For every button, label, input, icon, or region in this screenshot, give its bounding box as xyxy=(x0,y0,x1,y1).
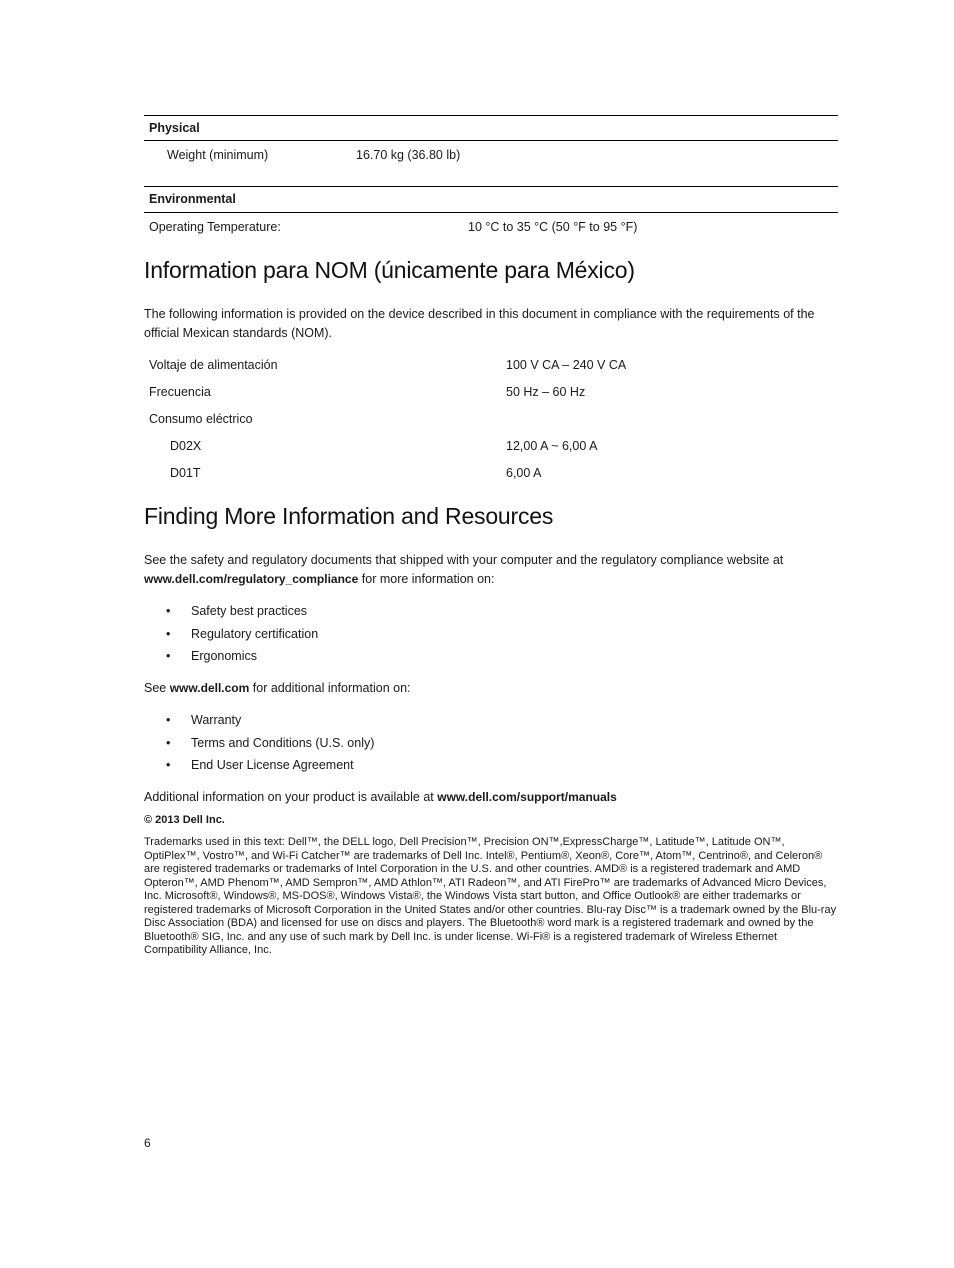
trademarks-notice: Trademarks used in this text: Dell™, the DELL logo, Dell Precision™, Precision ON™,ExpressCharge™, Latitude™, Latitude ON™, OptiPlex™, Vostro™, and Wi-Fi Catcher™ are trademarks of Dell Inc. Intel®, Pentium®, Xeon®, Core™, Atom™, Centrino®, and Celeron® are registered trademarks or trademarks of Intel Corporation in the U.S. and other countries. AMD® is a registered trademark and AMD Opteron™, AMD Phenom™, AMD Sempron™, AMD Athlon™, ATI Radeon™, and ATI FirePro™ are trademarks of Advanced Micro Devices, Inc. Microsoft®, Windows®, MS-DOS®, Windows Vista®, the Windows Vista start button, and Office Outlook® are either trademarks or registered trademarks of Microsoft Corporation in the United States and/or other countries. Blu-ray Disc™ is a trademark owned by the Blu-ray Disc Association (BDA) and licensed for use on discs and players. The Bluetooth® word mark is a registered trademark and owned by the Bluetooth® SIG, Inc. and any use of such mark by Dell Inc. is under license. Wi-Fi® is a registered trademark of Wireless Ethernet Compatibility Alliance, Inc. xyxy=(144,836,837,956)
nom-row-consumption xyxy=(144,410,838,428)
nom-voltage-value: 100 V CA – 240 V CA xyxy=(506,358,627,372)
bullet-icon: • xyxy=(166,735,171,750)
bullet-icon: • xyxy=(166,758,171,772)
resources-intro-post: for more information on: xyxy=(358,572,495,586)
nom-d01t-value: 6,00 A xyxy=(506,466,542,480)
environmental-temp-row xyxy=(144,218,838,236)
nom-consumption-label: Consumo eléctrico xyxy=(149,412,253,426)
physical-header-rule xyxy=(144,140,838,141)
resources-intro xyxy=(144,551,838,589)
physical-header: Physical xyxy=(149,121,200,135)
list-item xyxy=(144,600,318,623)
regulatory-topics-list xyxy=(144,600,318,668)
list-item-label: End User License Agreement xyxy=(191,758,354,772)
list-item-label: Ergonomics xyxy=(191,649,257,663)
resources-heading: Finding More Information and Resources xyxy=(144,503,554,529)
copyright-notice: © 2013 Dell Inc. xyxy=(144,814,225,826)
nom-frequency-value: 50 Hz – 60 Hz xyxy=(506,385,586,399)
see-dell-post: for additional information on: xyxy=(249,681,411,695)
table-top-rule xyxy=(144,115,838,116)
support-manuals-link[interactable]: www.dell.com/support/manuals xyxy=(437,790,617,804)
list-item-label: Warranty xyxy=(191,713,242,727)
environmental-header: Environmental xyxy=(149,192,236,206)
additional-info-text: Additional information on your product is available at xyxy=(144,790,438,804)
list-item-label: Regulatory certification xyxy=(191,626,319,641)
list-item xyxy=(144,709,374,732)
environmental-top-rule xyxy=(144,186,838,187)
physical-weight-row xyxy=(144,146,838,164)
see-dell-text: See xyxy=(144,681,170,695)
bullet-icon: • xyxy=(166,626,171,641)
nom-voltage-label: Voltaje de alimentación xyxy=(149,358,278,372)
additional-topics-list xyxy=(144,709,374,777)
environmental-header-row xyxy=(144,190,838,208)
list-item-label: Safety best practices xyxy=(191,604,308,618)
temperature-value: 10 °C to 35 °C (50 °F to 95 °F) xyxy=(468,220,638,234)
dell-com-link[interactable]: www.dell.com xyxy=(169,681,250,695)
nom-row-d02x xyxy=(144,437,838,455)
list-item xyxy=(144,754,374,777)
physical-header-row xyxy=(144,119,838,137)
weight-value: 16.70 kg (36.80 lb) xyxy=(356,148,461,162)
bullet-icon: • xyxy=(166,713,171,727)
resources-intro-text: See the safety and regulatory documents that shipped with your computer and the regulatory compliance website at xyxy=(144,553,784,567)
nom-d02x-value: 12,00 A ~ 6,00 A xyxy=(506,439,598,453)
nom-intro: The following information is provided on the device described in this document in compliance with the requirements of the official Mexican standards (NOM). xyxy=(144,307,815,340)
temperature-label: Operating Temperature: xyxy=(149,220,281,234)
list-item xyxy=(144,732,374,755)
nom-row-frequency xyxy=(144,383,838,401)
nom-heading: Information para NOM (únicamente para México) xyxy=(144,257,635,283)
environmental-header-rule xyxy=(144,212,838,213)
list-item xyxy=(144,623,318,646)
nom-frequency-label: Frecuencia xyxy=(149,385,211,399)
bullet-icon: • xyxy=(166,649,171,663)
see-dell-paragraph xyxy=(144,679,838,698)
bullet-icon: • xyxy=(166,604,171,618)
page-number: 6 xyxy=(144,1136,151,1150)
nom-d01t-label: D01T xyxy=(170,466,201,480)
regulatory-compliance-link[interactable]: www.dell.com/regulatory_compliance xyxy=(144,572,359,586)
nom-row-voltage xyxy=(144,356,838,374)
nom-row-d01t xyxy=(144,464,838,482)
additional-info-paragraph xyxy=(144,788,838,807)
nom-d02x-label: D02X xyxy=(170,439,202,453)
weight-label: Weight (minimum) xyxy=(167,148,269,162)
list-item-label: Terms and Conditions (U.S. only) xyxy=(191,735,375,750)
list-item xyxy=(144,645,318,668)
